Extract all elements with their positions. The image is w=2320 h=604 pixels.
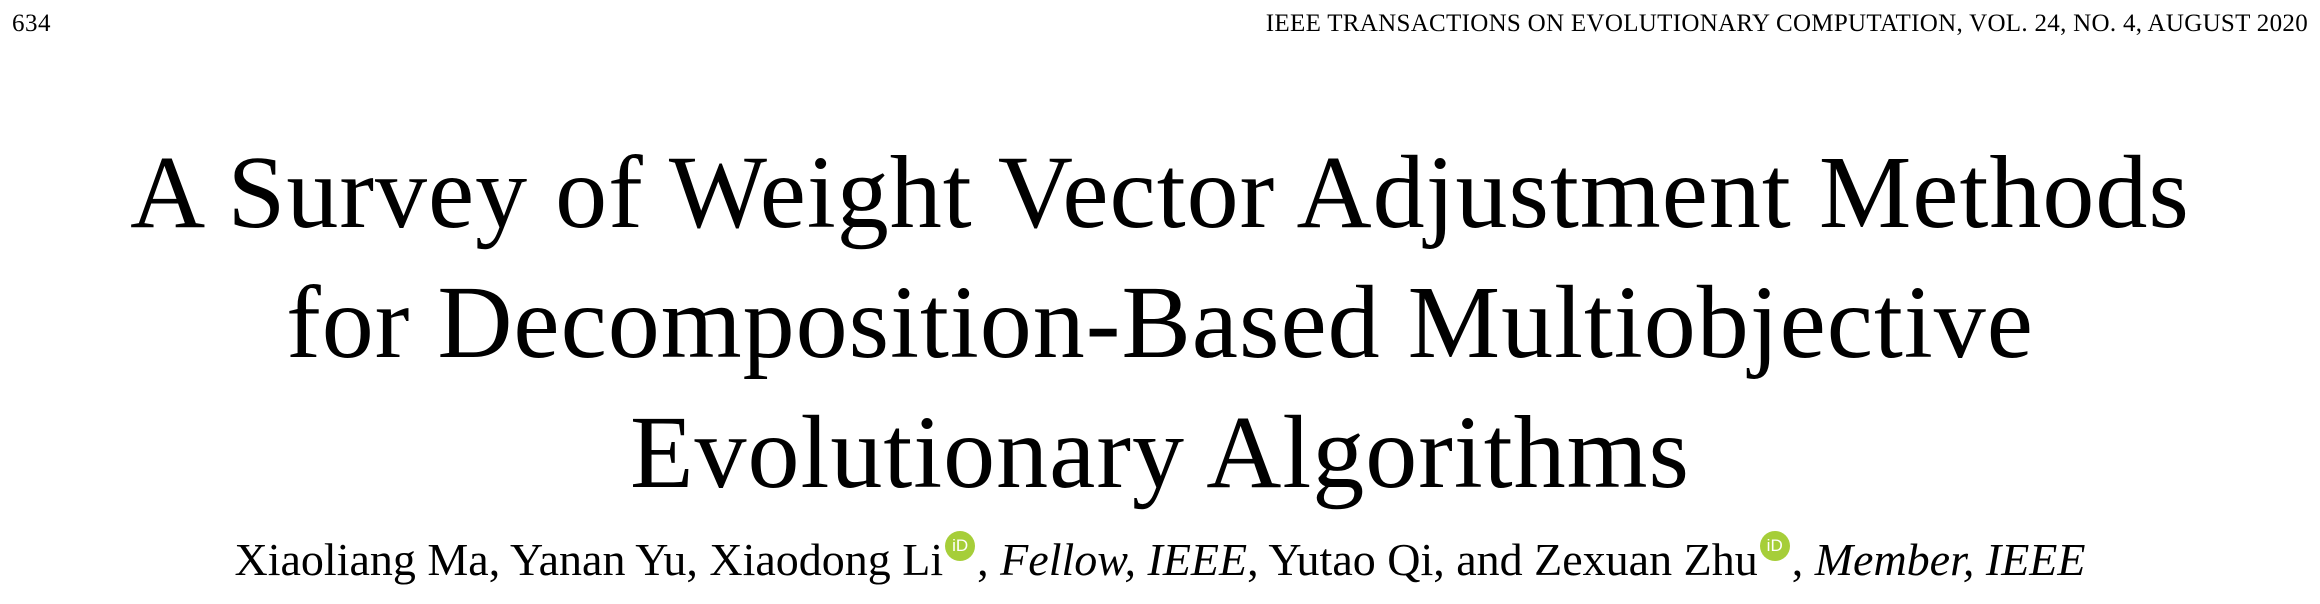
author-line xyxy=(0,530,2320,590)
member-title: Member, IEEE xyxy=(1814,534,2086,585)
paper-title xyxy=(0,128,2320,518)
author-names-second: , Yutao Qi, and Zexuan Zhu xyxy=(1247,534,1758,585)
running-head: IEEE TRANSACTIONS ON EVOLUTIONARY COMPUTATION, VOL. 24, NO. 4, AUGUST 2020 xyxy=(1265,10,2308,37)
orcid-icon[interactable]: iD xyxy=(1760,531,1790,561)
orcid-icon[interactable]: iD xyxy=(945,531,975,561)
author-separator: , xyxy=(977,534,1001,585)
author-names-first: Xiaoliang Ma, Yanan Yu, Xiaodong Li xyxy=(234,534,944,585)
title-line-1: A Survey of Weight Vector Adjustment Methods xyxy=(130,135,2190,250)
title-line-3: Evolutionary Algorithms xyxy=(629,395,1691,510)
author-separator: , xyxy=(1791,534,1815,585)
page-number: 634 xyxy=(12,10,51,37)
title-line-2: for Decomposition-Based Multiobjective xyxy=(286,265,2034,380)
fellow-title: Fellow, IEEE xyxy=(1000,534,1248,585)
